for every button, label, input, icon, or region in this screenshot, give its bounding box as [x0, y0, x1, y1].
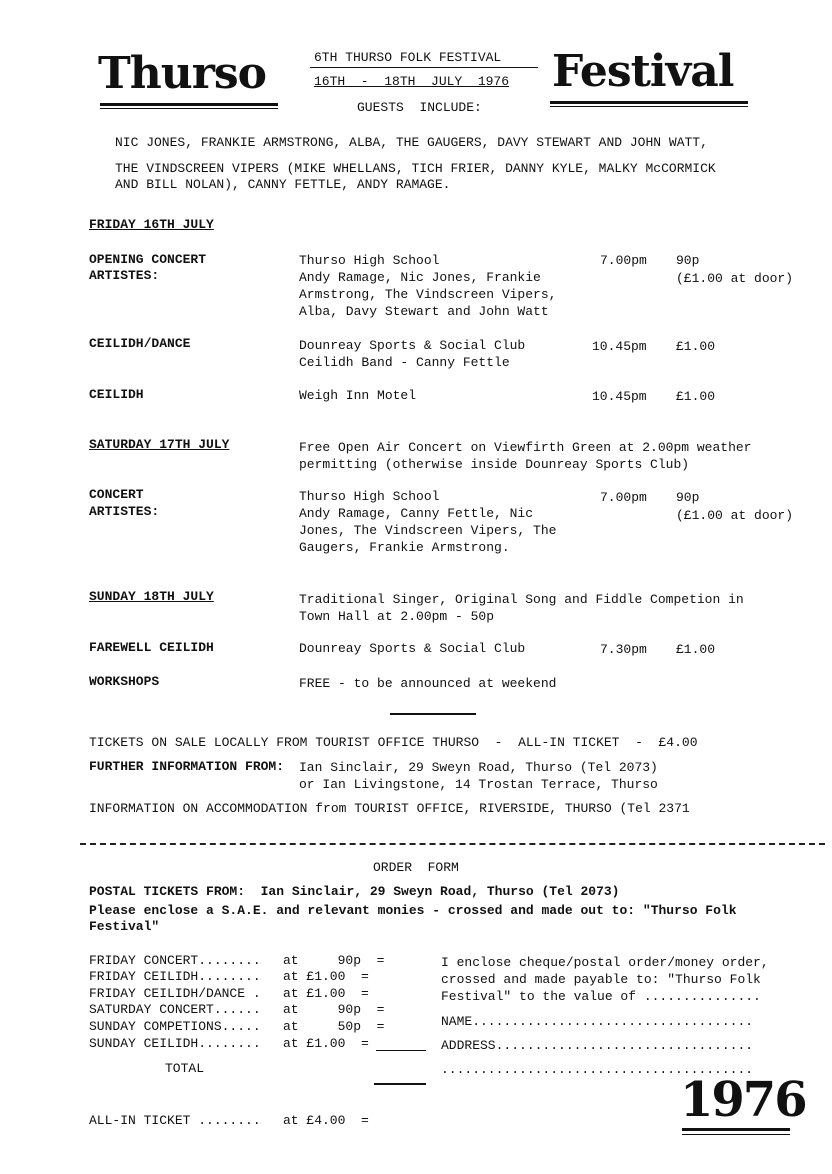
opening-artists: Armstrong, The Vindscreen Vipers,: [299, 287, 557, 302]
ceilidh-venue: Weigh Inn Motel: [299, 388, 417, 403]
title-underline-right-thin: [550, 106, 748, 107]
title-underline-right: [550, 101, 748, 104]
order-item-price: at 90p =: [283, 953, 385, 968]
order-item-price: at 50p =: [283, 1019, 385, 1034]
cut-line: [80, 843, 825, 845]
allin-ticket-name: ALL-IN TICKET ........: [89, 1113, 261, 1128]
opening-artists: Andy Ramage, Nic Jones, Frankie: [299, 270, 541, 285]
opening-venue: Thurso High School: [299, 253, 440, 268]
order-item-price: at £1.00 =: [283, 986, 369, 1001]
guests-line: AND BILL NOLAN), CANNY FETTLE, ANDY RAMAGE.: [115, 177, 451, 192]
concert-time: 7.00pm: [600, 490, 647, 505]
further-info-contact: or Ian Livingstone, 14 Trostan Terrace, Thurso: [299, 777, 658, 792]
artistes-label: ARTISTES:: [89, 268, 160, 283]
guests-heading: GUESTS INCLUDE:: [357, 100, 482, 115]
open-air-concert: Free Open Air Concert on Viewfirth Green at 2.00pm weather: [299, 440, 752, 455]
ceilidh-dance-price: £1.00: [676, 339, 716, 354]
cheque-note: crossed and made payable to: "Thurso Folk: [441, 972, 761, 987]
year-stamp: 1976: [680, 1072, 806, 1128]
ceilidh-dance-time: 10.45pm: [592, 339, 647, 354]
guests-line: THE VINDSCREEN VIPERS (MIKE WHELLANS, TICH FRIER, DANNY KYLE, MALKY McCORMICK: [115, 161, 716, 176]
ceilidh-label: CEILIDH: [89, 387, 144, 402]
order-item-name: SUNDAY COMPETIONS.....: [89, 1019, 261, 1034]
concert-price: 90p: [676, 490, 700, 505]
opening-price: 90p: [676, 253, 700, 268]
name-field[interactable]: NAME....................................: [441, 1014, 754, 1029]
saturday-heading: SATURDAY 17TH JULY: [89, 437, 230, 452]
tickets-info: TICKETS ON SALE LOCALLY FROM TOURIST OFFICE THURSO - ALL-IN TICKET - £4.00: [89, 735, 698, 750]
title-underline-left-thin: [100, 108, 278, 109]
enclose-note: Festival": [89, 919, 160, 934]
workshops-detail: FREE - to be announced at weekend: [299, 676, 557, 691]
order-item-name: SATURDAY CONCERT......: [89, 1002, 261, 1017]
artistes-label: ARTISTES:: [89, 504, 160, 519]
order-item-price: at £1.00 =: [283, 969, 369, 984]
title-underline-left: [100, 103, 278, 106]
year-underline: [682, 1128, 790, 1131]
subtotal-line: [376, 1050, 426, 1051]
ceilidh-dance-detail: Ceilidh Band - Canny Fettle: [299, 355, 510, 370]
sunday-heading: SUNDAY 18TH JULY: [89, 589, 214, 604]
year-underline-thin: [682, 1134, 790, 1135]
further-info-contact: Ian Sinclair, 29 Sweyn Road, Thurso (Tel 2073): [299, 760, 658, 775]
enclose-note: Please enclose a S.A.E. and relevant monies - crossed and made out to: "Thurso Folk: [89, 903, 737, 918]
order-form-title: ORDER FORM: [373, 860, 459, 875]
cheque-note: Festival" to the value of ...............: [441, 989, 761, 1004]
friday-heading: FRIDAY 16TH JULY: [89, 217, 214, 232]
header-rule: [310, 67, 538, 68]
guests-line: NIC JONES, FRANKIE ARMSTRONG, ALBA, THE GAUGERS, DAVY STEWART AND JOHN WATT,: [115, 135, 708, 150]
section-divider: [390, 713, 476, 715]
concert-price-door: (£1.00 at door): [676, 508, 794, 523]
workshops-label: WORKSHOPS: [89, 674, 160, 689]
ceilidh-time: 10.45pm: [592, 389, 647, 404]
farewell-time: 7.30pm: [600, 642, 647, 657]
allin-ticket-price: at £4.00 =: [283, 1113, 369, 1128]
address-field[interactable]: ADDRESS.................................: [441, 1038, 754, 1053]
competition: Town Hall at 2.00pm - 50p: [299, 609, 495, 624]
opening-concert-label: OPENING CONCERT: [89, 252, 207, 267]
concert-artists: Andy Ramage, Canny Fettle, Nic: [299, 506, 534, 521]
title-thurso: Thurso: [98, 48, 267, 99]
opening-price-door: (£1.00 at door): [676, 271, 794, 286]
total-label: TOTAL: [165, 1061, 205, 1076]
order-item-name: FRIDAY CONCERT........: [89, 953, 261, 968]
postal-tickets: POSTAL TICKETS FROM: Ian Sinclair, 29 Sweyn Road, Thurso (Tel 2073): [89, 884, 620, 899]
competition: Traditional Singer, Original Song and Fiddle Competion in: [299, 592, 744, 607]
concert-label: CONCERT: [89, 487, 144, 502]
farewell-price: £1.00: [676, 642, 716, 657]
order-item-name: SUNDAY CEILIDH........: [89, 1036, 261, 1051]
accommodation-info: INFORMATION ON ACCOMMODATION from TOURIST OFFICE, RIVERSIDE, THURSO (Tel 2371: [89, 801, 690, 816]
festival-dates: 16TH - 18TH JULY 1976: [314, 74, 510, 89]
order-item-price: at 90p =: [283, 1002, 385, 1017]
concert-artists: Gaugers, Frankie Armstrong.: [299, 540, 510, 555]
farewell-ceilidh-label: FAREWELL CEILIDH: [89, 640, 214, 655]
cheque-note: I enclose cheque/postal order/money order,: [441, 955, 769, 970]
opening-artists: Alba, Davy Stewart and John Watt: [299, 304, 549, 319]
order-item-price: at £1.00 =: [283, 1036, 369, 1051]
concert-artists: Jones, The Vindscreen Vipers, The: [299, 523, 557, 538]
address-field-line2[interactable]: ........................................: [441, 1062, 754, 1077]
order-item-name: FRIDAY CEILIDH........: [89, 969, 261, 984]
festival-edition: 6TH THURSO FOLK FESTIVAL: [314, 50, 502, 65]
concert-venue: Thurso High School: [299, 489, 440, 504]
open-air-concert: permitting (otherwise inside Dounreay Sports Club): [299, 457, 690, 472]
ceilidh-price: £1.00: [676, 389, 716, 404]
title-festival: Festival: [552, 46, 734, 97]
opening-time: 7.00pm: [600, 253, 647, 268]
farewell-venue: Dounreay Sports & Social Club: [299, 641, 526, 656]
ceilidh-dance-label: CEILIDH/DANCE: [89, 336, 191, 351]
order-item-name: FRIDAY CEILIDH/DANCE .: [89, 986, 261, 1001]
total-line: [374, 1083, 426, 1085]
further-info-label: FURTHER INFORMATION FROM:: [89, 759, 285, 774]
ceilidh-dance-venue: Dounreay Sports & Social Club: [299, 338, 526, 353]
